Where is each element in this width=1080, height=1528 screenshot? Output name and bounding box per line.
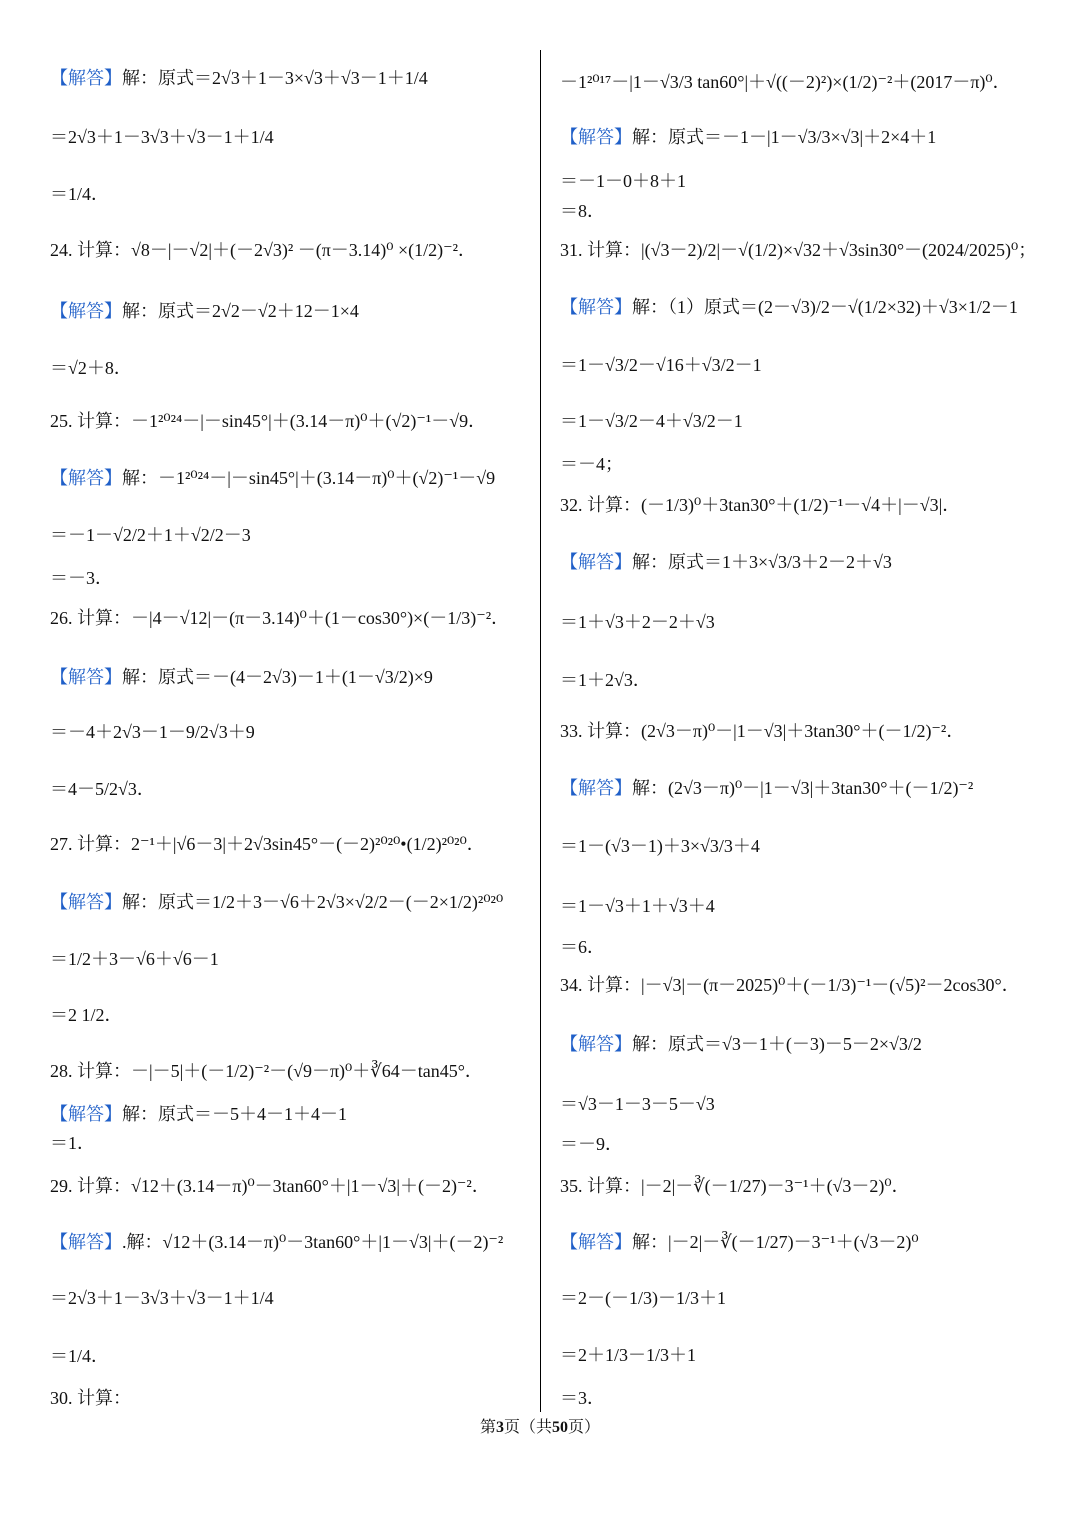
math-text: 解：原式＝2√2－√2＋12－1×4 (122, 301, 359, 321)
answer-tag: 【解答】 (50, 1232, 122, 1252)
math-text: 35. 计算：|－2|－∛(－1/27)－3⁻¹＋(√3－2)⁰． (560, 1176, 910, 1196)
answer-tag: 【解答】 (560, 778, 632, 798)
answer-line (560, 550, 892, 574)
problem-33 (560, 719, 964, 743)
math-text: ＝√2＋8． (50, 358, 132, 378)
math-text: 解：原式＝－5＋4－1＋4－1 (122, 1104, 347, 1124)
math-text: ＝2√3＋1－3√3＋√3－1＋1/4 (50, 127, 274, 147)
math-line (560, 668, 651, 692)
math-text: 25. 计算：－1²⁰²⁴－|－sin45°|＋(3.14－π)⁰＋(√2)⁻¹－√9． (50, 411, 487, 431)
math-text: 24. 计算：√8－|－√2|＋(－2√3)² －(π－3.14)⁰ ×(1/2)⁻²． (50, 240, 477, 260)
problem-31 (560, 238, 1036, 262)
math-text: ＝1． (50, 1133, 95, 1153)
page-suffix: 页） (568, 1419, 601, 1436)
problem-32 (560, 493, 960, 517)
math-text: ＝2√3＋1－3√3＋√3－1＋1/4 (50, 1288, 274, 1308)
math-text: 解：原式＝1/2＋3－√6＋2√3×√2/2－(－2×1/2)²⁰²⁰ (122, 892, 504, 912)
answer-tag: 【解答】 (560, 297, 632, 317)
problem-35 (560, 1174, 910, 1198)
math-text: ＝4－5/2√3． (50, 779, 155, 799)
math-line (50, 720, 255, 744)
math-text: 解：|－2|－∛(－1/27)－3⁻¹＋(√3－2)⁰ (632, 1232, 919, 1252)
math-text: 31. 计算：|(√3－2)/2|－√(1/2)×√32＋√3sin30°－(2024/2025)⁰； (560, 240, 1037, 260)
math-text: ＝√3－1－3－5－√3 (560, 1094, 715, 1114)
math-line (560, 353, 762, 377)
math-text: 28. 计算：－|－5|＋(－1/2)⁻²－(√9－π)⁰＋∛64－tan45°． (50, 1061, 483, 1081)
math-line (50, 125, 274, 149)
math-text: 解：（1）原式＝(2－√3)/2－√(1/2×32)＋√3×1/2－1 (632, 297, 1018, 317)
math-text: ＝－9． (560, 1134, 623, 1154)
math-line (560, 409, 743, 433)
math-text: 解：－1²⁰²⁴－|－sin45°|＋(3.14－π)⁰＋(√2)⁻¹－√9 (122, 468, 496, 488)
answer-line (560, 295, 1018, 319)
problem-25 (50, 409, 486, 433)
math-line (560, 1132, 623, 1156)
answer-tag: 【解答】 (560, 552, 632, 572)
math-text: ＝3． (560, 1388, 605, 1408)
math-text: 解：原式＝－(4－2√3)－1＋(1－√3/2)×9 (122, 667, 433, 687)
math-text: ＝1－√3/2－√16＋√3/2－1 (560, 355, 762, 375)
math-text: 29. 计算：√12＋(3.14－π)⁰－3tan60°＋|1－√3|＋(－2)⁻²． (50, 1176, 490, 1196)
math-text: 解：原式＝√3－1＋(－3)－5－2×√3/2 (632, 1034, 922, 1054)
math-text: 解：(2√3－π)⁰－|1－√3|＋3tan30°＋(－1/2)⁻² (632, 778, 974, 798)
math-text: ＝1－√3＋1＋√3＋4 (560, 896, 715, 916)
math-text: ＝2－(－1/3)－1/3＋1 (560, 1288, 726, 1308)
answer-tag: 【解答】 (560, 1034, 632, 1054)
math-line (560, 452, 623, 476)
problem-34 (560, 973, 1020, 997)
math-text: .解：√12＋(3.14－π)⁰－3tan60°＋|1－√3|＋(－2)⁻² (122, 1232, 504, 1252)
math-line (560, 610, 715, 634)
math-text: ＝－3． (50, 568, 113, 588)
page-mid: 页（共 (503, 1419, 552, 1436)
answer-tag: 【解答】 (560, 1232, 632, 1252)
answer-line (50, 665, 433, 689)
answer-line (560, 125, 936, 149)
problem-27 (50, 832, 485, 856)
answer-line (560, 776, 973, 800)
math-line (50, 523, 251, 547)
column-divider (540, 50, 541, 1412)
math-line (50, 182, 109, 206)
math-text: ＝1/4． (50, 184, 110, 204)
math-line (560, 169, 686, 193)
math-text: ＝－1－√2/2＋1＋√2/2－3 (50, 525, 251, 545)
math-text: ＝8． (560, 201, 605, 221)
page-prefix: 第 (479, 1419, 496, 1436)
problem-24 (50, 238, 476, 262)
math-text: ＝－4＋2√3－1－9/2√3＋9 (50, 722, 255, 742)
math-line (560, 1343, 696, 1367)
math-text: 解：原式＝1＋3×√3/3＋2－2＋√3 (632, 552, 892, 572)
page-footer (0, 1418, 1080, 1438)
answer-line (50, 890, 503, 914)
math-line (560, 894, 715, 918)
math-text: ＝1/4． (50, 1346, 110, 1366)
page-number: 3 (495, 1419, 504, 1436)
math-line (50, 356, 132, 380)
math-text: 解：原式＝2√3＋1－3×√3＋√3－1＋1/4 (122, 68, 428, 88)
answer-line (560, 1230, 919, 1254)
math-line (50, 1344, 109, 1368)
math-text: ＝6． (560, 937, 605, 957)
answer-tag: 【解答】 (50, 68, 122, 88)
math-line (560, 935, 605, 959)
math-line (560, 1092, 715, 1116)
answer-tag: 【解答】 (50, 667, 122, 687)
math-line (560, 199, 605, 223)
math-text: 解：原式＝－1－|1－√3/3×√3|＋2×4＋1 (632, 127, 937, 147)
answer-line (560, 1032, 922, 1056)
answer-line (50, 1102, 347, 1126)
answer-line (50, 66, 428, 90)
math-line (560, 834, 760, 858)
answer-line (50, 466, 495, 490)
math-text: ＝－1－0＋8＋1 (560, 171, 686, 191)
math-text: 30. 计算： (50, 1388, 131, 1408)
math-text: ＝1－√3/2－4＋√3/2－1 (560, 411, 743, 431)
math-line (50, 777, 155, 801)
problem-30-expression (560, 70, 1011, 94)
math-text: －1²⁰¹⁷－|1－√3/3 tan60°|＋√((－2)²)×(1/2)⁻²＋(2017－π)⁰． (560, 72, 1011, 92)
math-text: ＝1＋2√3． (560, 670, 651, 690)
math-line (560, 1386, 605, 1410)
answer-tag: 【解答】 (50, 301, 122, 321)
math-text: 34. 计算：|－√3|－(π－2025)⁰＋(－1/3)⁻¹－(√5)²－2cos30°． (560, 975, 1020, 995)
math-line (560, 1286, 726, 1310)
math-text: ＝1－(√3－1)＋3×√3/3＋4 (560, 836, 760, 856)
math-text: 33. 计算：(2√3－π)⁰－|1－√3|＋3tan30°＋(－1/2)⁻²． (560, 721, 965, 741)
math-line (50, 1131, 95, 1155)
answer-tag: 【解答】 (560, 127, 632, 147)
problem-30 (50, 1386, 131, 1410)
math-text: ＝2＋1/3－1/3＋1 (560, 1345, 697, 1365)
page-total: 50 (552, 1419, 568, 1436)
answer-tag: 【解答】 (50, 892, 122, 912)
problem-28 (50, 1059, 483, 1083)
math-text: 26. 计算：－|4－√12|－(π－3.14)⁰＋(1－cos30°)×(－1/3)⁻²． (50, 608, 510, 628)
answer-line (50, 299, 359, 323)
math-line (50, 1003, 123, 1027)
math-text: 27. 计算：2⁻¹＋|√6－3|＋2√3sin45°－(－2)²⁰²⁰•(1/2)²⁰²⁰． (50, 834, 485, 854)
answer-tag: 【解答】 (50, 468, 122, 488)
problem-29 (50, 1174, 490, 1198)
math-line (50, 947, 219, 971)
math-text: ＝1/2＋3－√6＋√6－1 (50, 949, 219, 969)
answer-line (50, 1230, 503, 1254)
problem-26 (50, 606, 509, 630)
math-text: 32. 计算：(－1/3)⁰＋3tan30°＋(1/2)⁻¹－√4＋|－√3|． (560, 495, 961, 515)
math-text: ＝－4； (560, 454, 623, 474)
answer-tag: 【解答】 (50, 1104, 122, 1124)
math-line (50, 1286, 274, 1310)
math-text: ＝1＋√3＋2－2＋√3 (560, 612, 715, 632)
math-line (50, 566, 113, 590)
math-text: ＝2 1/2． (50, 1005, 123, 1025)
